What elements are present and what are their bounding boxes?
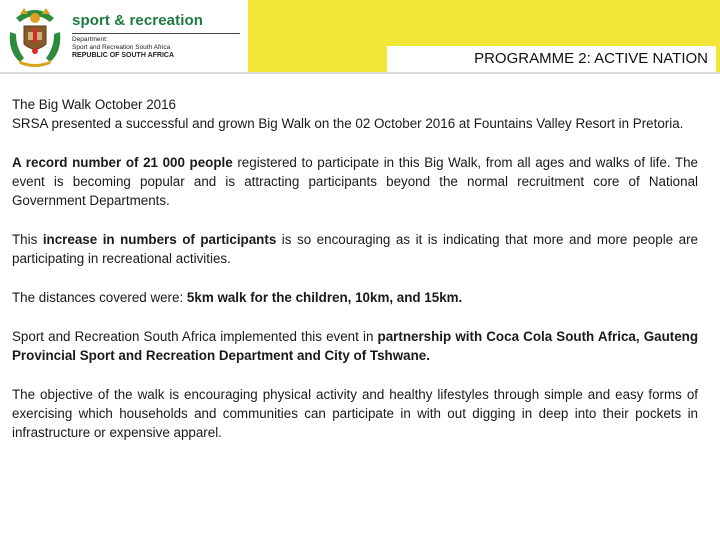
slide-body — [12, 95, 698, 442]
increase-lead: This — [12, 232, 43, 247]
paragraph-record — [12, 153, 698, 210]
title-box — [387, 46, 716, 72]
paragraph-distances — [12, 288, 698, 307]
header-divider — [0, 72, 720, 74]
department-name: Sport and Recreation South Africa — [72, 44, 171, 51]
department-label: Department: — [72, 36, 108, 43]
paragraph-intro: SRSA presented a successful and grown Big Walk on the 02 October 2016 at Fountains Valley Resort in Pretoria. — [12, 116, 684, 131]
brand-title: sport & recreation — [72, 12, 203, 29]
distances-highlight: 5km walk for the children, 10km, and 15km. — [186, 290, 463, 305]
record-text: registered to participate in this Big Walk, from all ages and walks of life. The event is becoming popular and is attracting participants beyond the normal recruitment core of National Government Departments. — [12, 155, 698, 208]
increase-text: is so encouraging as it is indicating that more and more people are participating in recreational activities. — [12, 232, 698, 266]
paragraph-increase — [12, 230, 698, 268]
brand-divider — [72, 33, 240, 34]
page-title: PROGRAMME 2: ACTIVE NATION — [474, 50, 708, 67]
coat-of-arms-icon — [6, 4, 64, 68]
department-logo-block — [0, 0, 248, 72]
distances-lead: The distances covered were: — [12, 290, 187, 305]
section-heading: The Big Walk October 2016 — [12, 97, 176, 112]
increase-highlight: increase in numbers of participants — [42, 232, 277, 247]
paragraph-objective: The objective of the walk is encouraging physical activity and healthy lifestyles through simple and easy forms of exercising which households and communities can participate in with out digging in deep into their pockets in infrastructure or expensive apparel. — [12, 387, 698, 440]
slide-header — [0, 0, 720, 76]
paragraph-partnership — [12, 327, 698, 365]
partnership-lead: Sport and Recreation South Africa implemented this event in — [12, 329, 378, 344]
partnership-highlight: partnership with Coca Cola South Africa, Gauteng Provincial Sport and Recreation Department and City of Tshwane. — [12, 329, 699, 363]
record-highlight: A record number of 21 000 people — [12, 155, 233, 170]
country-name: REPUBLIC OF SOUTH AFRICA — [72, 52, 175, 59]
